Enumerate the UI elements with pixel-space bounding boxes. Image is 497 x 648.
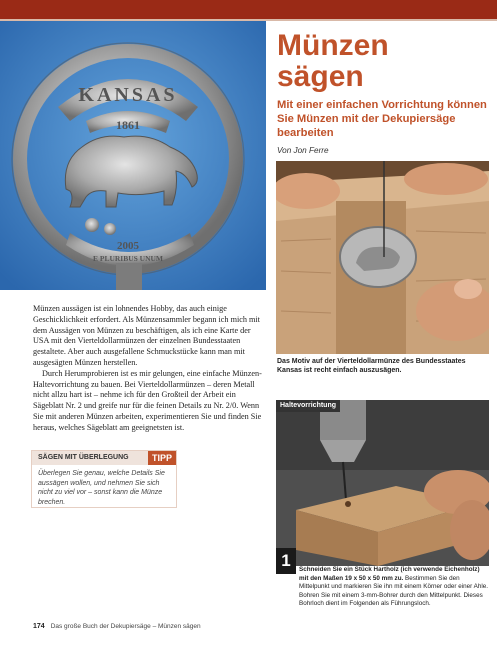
coin-jig-illustration <box>276 161 489 354</box>
body-paragraph-1: Münzen aussägen ist ein lohnendes Hobby, das auch einige Geschicklichkeit erfordert. Als Münzensammler begann ich mich mit dem Aussägen von Münzen zu beschäftigen, als ich eine Karte der USA mit den Vierteldollarmünzen der einzelnen Bundesstaaten gestaltete. Aber auch ausgefallene Schmuckstücke kann man mit ausgesägten Münzen herstellen. <box>33 304 260 367</box>
coin-top-text: KANSAS <box>78 84 178 106</box>
body-paragraph-2: Durch Herumprobieren ist es mir gelungen, eine einfache Münzen-Haltevorrichtung zu bauen. Bei Vierteldollarmünzen – deren Metall nicht allzu hart ist – nehme ich für den Großteil der Arbeit ein Sägeblatt Nr. 2 und greife nur für die feinen Details zu Nr. 2/0. Wenn Sie mit anderen Münzen arbeiten, experimentieren Sie und finden Sie heraus, welches Sägeblatt am geeignetsten ist. <box>33 368 262 432</box>
tip-header <box>32 451 176 465</box>
step-number: 1 <box>276 548 296 574</box>
tip-box <box>31 450 177 508</box>
running-title: Das große Buch der Dekupiersäge – Münzen sägen <box>50 623 201 630</box>
step-1-rest: Bestimmen Sie den Mittelpunkt und markieren Sie ihn mit einem Körner oder einer Ahle. Bohren Sie mit einem 3-mm-Bohrer durch den Mittelpunkt. Dieses Bohrloch dient im Folgenden als Führungsloch. <box>299 574 489 608</box>
drilling-block-photo <box>276 400 489 566</box>
title-line-2: sägen <box>277 60 364 93</box>
coin-year: 1861 <box>116 118 140 132</box>
title-line-1: Münzen <box>277 29 389 62</box>
top-color-bar <box>0 0 497 19</box>
kansas-coin-illustration <box>0 21 266 290</box>
photo1-caption: Das Motiv auf der Vierteldollarmünze des Bundesstaates Kansas ist recht einfach auszusägen. <box>277 358 466 374</box>
coin-bottom-year: 2005 <box>117 240 139 252</box>
article-title <box>277 30 487 92</box>
tip-text: Überlegen Sie genau, welche Details Sie aussägen wollen, und nehmen Sie sich nicht zu viel vor – sonst kann die Münze brechen. <box>38 470 165 506</box>
tip-title: SÄGEN MIT ÜBERLEGUNG <box>38 454 129 461</box>
step-1-text <box>299 566 489 609</box>
article-subtitle: Mit einer einfachen Vorrichtung können Sie Münzen mit der Dekupiersäge bearbeiten <box>277 99 487 139</box>
page-number: 174 <box>33 623 45 630</box>
step-1-bold: Schneiden Sie ein Stück Hartholz (ich verwende Eichenholz) mit den Maßen 19 x 50 x 50 mm zu. <box>299 566 480 582</box>
page-footer <box>33 623 201 630</box>
coin-in-jig-photo <box>276 161 489 354</box>
article-body <box>33 304 267 434</box>
drill-press-illustration <box>276 400 489 566</box>
section-label-haltevorrichtung: Haltevorrichtung <box>276 400 340 412</box>
tip-badge: TIPP <box>148 451 176 465</box>
hero-coin-photo <box>0 21 266 290</box>
article-byline: Von Jon Ferre <box>277 146 329 155</box>
coin-motto: E PLURIBUS UNUM <box>92 254 164 263</box>
